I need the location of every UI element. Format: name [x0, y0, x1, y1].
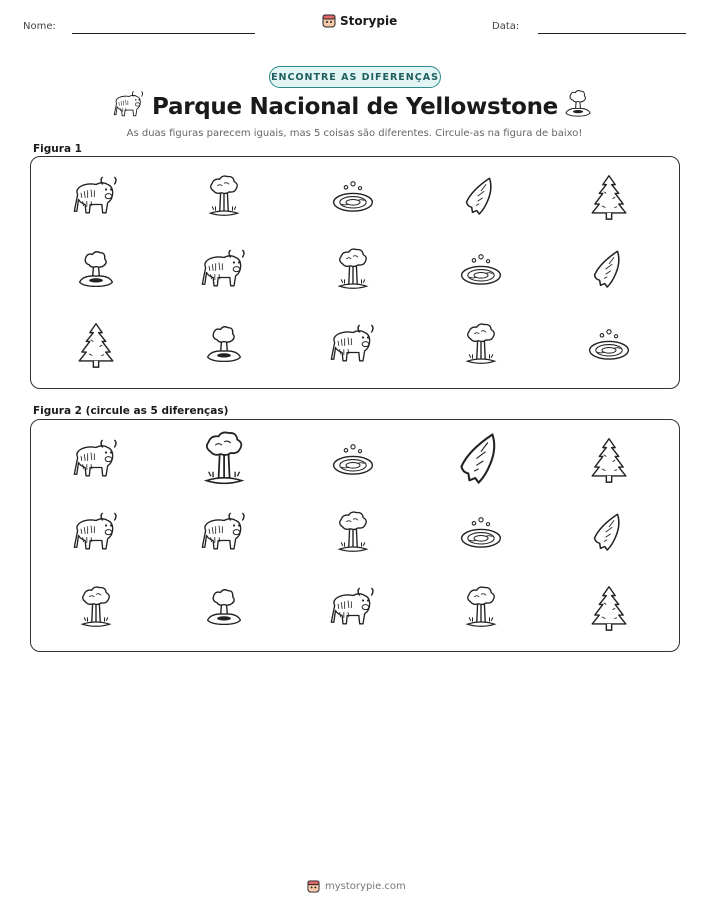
fig2-arrowhead-icon[interactable]	[458, 430, 504, 489]
fig2-geyser-icon[interactable]	[79, 586, 113, 630]
fig2-bison-icon[interactable]	[328, 586, 378, 630]
brand-name: Storypie	[340, 14, 398, 28]
instructions: As duas figuras parecem iguais, mas 5 coisas são diferentes. Circule-as na figura de baixo!	[126, 128, 583, 139]
title-bison-icon	[112, 90, 146, 124]
brand-logo	[322, 14, 397, 28]
fig2-tree-icon[interactable]	[591, 437, 627, 483]
fig2-arrowhead-icon[interactable]	[592, 511, 626, 555]
footer	[307, 880, 406, 893]
date-label: Data:	[492, 21, 520, 32]
fig1-geyser-icon	[464, 323, 498, 367]
fig1-tree-icon	[591, 174, 627, 220]
fig2-geyser-hole-icon[interactable]	[205, 589, 243, 627]
fig1-geyser-icon	[207, 175, 241, 219]
fig1-hotspring-icon	[459, 252, 503, 288]
fig1-geyser-icon	[336, 248, 370, 292]
name-label: Nome:	[23, 21, 56, 32]
fig2-hotspring-icon[interactable]	[459, 515, 503, 551]
title-geyser-icon	[564, 90, 592, 122]
fig2-geyser-icon[interactable]	[202, 431, 246, 488]
fig1-tree-icon	[78, 322, 114, 368]
fig2-bison-icon[interactable]	[199, 511, 249, 555]
figure-1-panel	[30, 156, 680, 389]
page-title: Parque Nacional de Yellowstone	[152, 94, 558, 120]
fig1-bison-icon	[199, 248, 249, 292]
fig1-arrowhead-icon	[464, 175, 498, 219]
fig1-bison-icon	[71, 175, 121, 219]
fig1-geyser-hole-icon	[205, 326, 243, 364]
storypie-mascot-icon	[322, 14, 336, 28]
fig2-hotspring-icon[interactable]	[331, 442, 375, 478]
date-field-line[interactable]	[538, 33, 686, 34]
fig2-bison-icon[interactable]	[71, 438, 121, 482]
figure-1-label: Figura 1	[33, 143, 82, 155]
activity-badge: ENCONTRE AS DIFERENÇAS	[269, 66, 441, 88]
fig1-geyser-hole-icon	[77, 251, 115, 289]
figure-2-label: Figura 2 (circule as 5 diferenças)	[33, 405, 229, 417]
fig2-tree-icon[interactable]	[591, 585, 627, 631]
fig1-arrowhead-icon	[592, 248, 626, 292]
fig1-bison-icon	[328, 323, 378, 367]
footer-url: mystorypie.com	[325, 881, 406, 892]
figure-2-panel[interactable]	[30, 419, 680, 652]
fig2-geyser-icon[interactable]	[464, 586, 498, 630]
fig1-hotspring-icon	[587, 327, 631, 363]
fig1-hotspring-icon	[331, 179, 375, 215]
storypie-mascot-icon	[307, 880, 320, 893]
fig2-bison-icon[interactable]	[71, 511, 121, 555]
name-field-line[interactable]	[72, 33, 255, 34]
fig2-geyser-icon[interactable]	[336, 511, 370, 555]
